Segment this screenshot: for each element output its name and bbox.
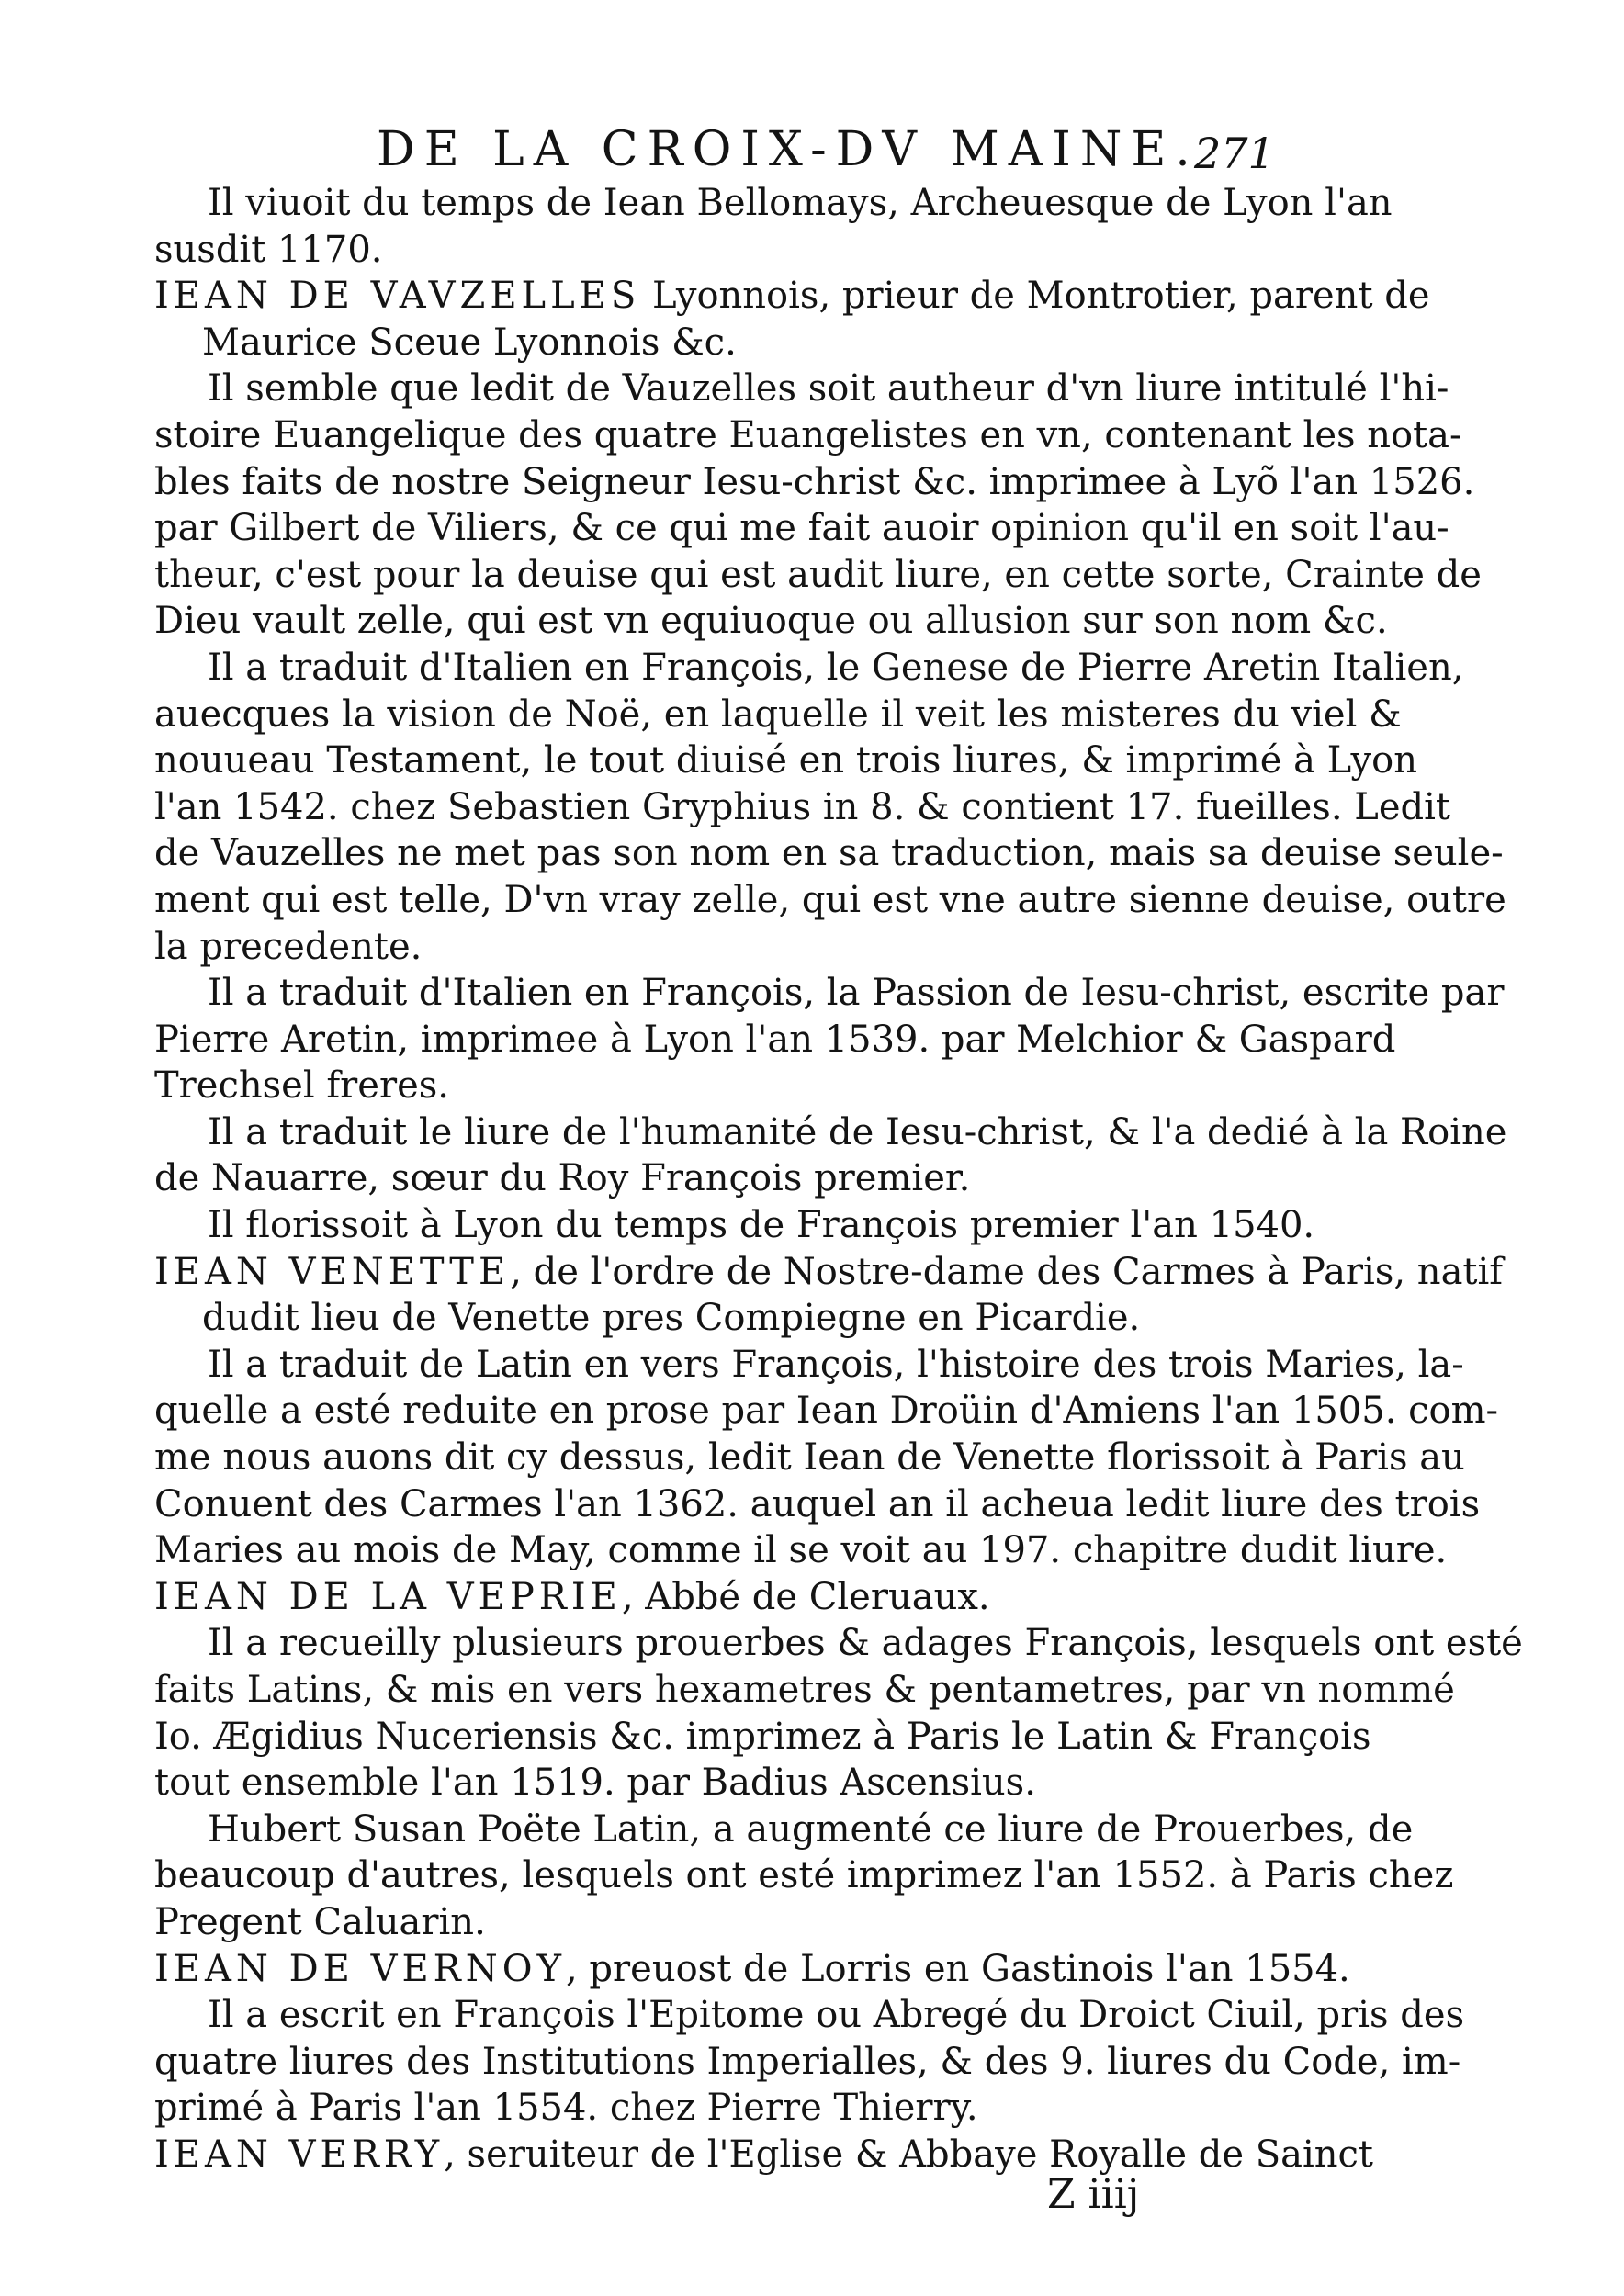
line-text: ment qui est telle, D'vn vray zelle, qui est vne autre sienne deuise, outre [154,878,1506,921]
author-entry [154,1249,1504,1342]
text-line [154,1249,1504,1296]
line-text: l'an 1542. chez Sebastien Gryphius in 8. & contient 17. fueilles. Ledit [154,785,1450,828]
line-text: Il a recueilly plusieurs prouerbes & adages François, lesquels ont esté [208,1622,1523,1665]
text-line [154,598,1388,645]
text-line [154,1295,1301,1342]
text-line [154,320,1301,366]
text-line [154,1527,1448,1574]
line-text: Conuent des Carmes l'an 1362. auquel an il acheua ledit liure des trois [154,1482,1481,1525]
text-line [154,1202,1315,1249]
text-line [154,924,1301,971]
text-line [154,1109,1507,1156]
text-line [154,970,1505,1017]
line-text: Pierre Aretin, imprimee à Lyon l'an 1539. par Melchior & Gaspard [154,1018,1396,1061]
line-text: Pregent Caluarin. [154,1900,486,1943]
line-text: susdit 1170. [154,228,383,271]
line-text: , Abbé de Cleruaux. [621,1575,990,1618]
paragraph [154,1806,1454,1946]
line-text: Il a escrit en François l'Epitome ou Abregé du Droict Ciuil, pris des [208,1994,1465,2037]
text-line [154,1155,1301,1202]
text-line [154,1760,1301,1806]
author-name: IEAN VERRY [154,2133,445,2176]
line-text: theur, c'est pour la deuise qui est audit liure, en cette sorte, Crainte de [154,553,1482,596]
page-header [0,118,1624,182]
paragraph [154,970,1505,1109]
line-text: Io. Ægidius Nuceriensis &c. imprimez à Paris le Latin & François [154,1715,1371,1758]
text-line [154,1435,1465,1481]
line-text: Dieu vault zelle, qui est vn equiuoque ou allusion sur son nom &c. [154,600,1388,643]
line-text: stoire Euangelique des quatre Euangelistes en vn, contenant les nota- [154,413,1462,456]
author-entry [154,1574,1301,1621]
line-text: beaucoup d'autres, lesquels ont esté imprimez l'an 1552. à Paris chez [154,1854,1454,1897]
line-text: , preuost de Lorris en Gastinois l'an 1554. [566,1947,1350,1990]
text-line [154,366,1449,412]
text-line [154,692,1402,738]
line-text: dudit lieu de Venette pres Compiegne en Picardie. [202,1297,1141,1340]
text-line [154,552,1482,599]
text-line [154,1667,1455,1714]
text-line [154,1714,1371,1761]
line-text: Il a traduit le liure de l'humanité de Iesu-christ, & l'a dedié à la Roine [208,1110,1507,1154]
line-text: la precedente. [154,925,423,968]
text-line [154,645,1464,692]
text-line [154,227,1301,274]
text-line [154,1574,1301,1621]
text-line [154,180,1393,227]
text-line [154,2085,1301,2132]
text-line [154,737,1417,784]
line-text: , de l'ordre de Nostre-dame des Carmes à Paris, natif [510,1250,1504,1293]
line-text: bles faits de nostre Seigneur Iesu-christ &c. imprimee à Lyõ l'an 1526. [154,460,1475,503]
paragraph [154,1342,1499,1574]
text-line [154,1992,1465,2039]
line-text: nouueau Testament, le tout diuisé en trois liures, & imprimé à Lyon [154,739,1417,782]
text-line [154,1388,1499,1435]
paragraph [154,180,1393,273]
line-text: par Gilbert de Viliers, & ce qui me fait auoir opinion qu'il en soit l'au- [154,507,1449,550]
line-text: faits Latins, & mis en vers hexametres & pentametres, par vn nommé [154,1669,1455,1711]
author-name: IEAN DE LA VEPRIE [154,1575,622,1618]
text-line [154,830,1504,877]
line-text: Il a traduit d'Italien en François, le Genese de Pierre Aretin Italien, [208,646,1464,689]
text-line [154,1852,1454,1899]
author-name: IEAN VENETTE [154,1250,511,1293]
text-line [154,273,1430,320]
line-text: quatre liures des Institutions Imperialles, & des 9. liures du Code, im- [154,2040,1461,2083]
text-line [154,1017,1396,1064]
text-line [154,505,1449,552]
line-text: Il viuoit du temps de Iean Bellomays, Archeuesque de Lyon l'an [208,182,1393,224]
line-text: quelle a esté reduite en prose par Iean Droüin d'Amiens l'an 1505. com- [154,1390,1499,1433]
line-text: Il florissoit à Lyon du temps de François premier l'an 1540. [208,1204,1315,1247]
paragraph [154,1202,1315,1249]
line-text: , seruiteur de l'Eglise & Abbaye Royalle de Sainct [444,2133,1373,2176]
line-text: Hubert Susan Poëte Latin, a augmenté ce liure de Prouerbes, de [208,1807,1414,1851]
line-text: Trechsel freres. [154,1064,449,1108]
text-line [154,1620,1523,1667]
main-text [154,180,1523,2178]
paragraph [154,1620,1523,1806]
paragraph [154,645,1506,970]
line-text: tout ensemble l'an 1519. par Badius Ascensius. [154,1761,1036,1805]
line-text: Il a traduit de Latin en vers François, l'histoire des trois Maries, la- [208,1343,1464,1386]
text-line [154,877,1506,924]
text-line [154,459,1475,506]
line-text: Il a traduit d'Italien en François, la Passion de Iesu-christ, escrite par [208,972,1505,1015]
line-text: me nous auons dit cy dessus, ledit Iean de Venette florissoit à Paris au [154,1436,1465,1480]
paragraph [154,1992,1465,2132]
line-text: de Vauzelles ne met pas son nom en sa traduction, mais sa deuise seule- [154,832,1504,875]
signature-mark: Z iiij [1047,2171,1140,2218]
line-text: de Nauarre, sœur du Roy François premier. [154,1157,971,1200]
paragraph [154,1109,1507,1202]
text-line [154,1899,1301,1946]
text-line [154,1946,1350,1993]
line-text: Lyonnois, prieur de Montrotier, parent de [640,275,1430,318]
author-name: IEAN DE VAVZELLES [154,275,641,318]
author-name: IEAN DE VERNOY [154,1947,566,1990]
line-text: Maurice Sceue Lyonnois &c. [202,321,737,364]
line-text: Maries au mois de May, comme il se voit au 197. chapitre dudit liure. [154,1529,1448,1572]
text-line [154,1806,1414,1853]
line-text: auecques la vision de Noë, en laquelle il veit les misteres du viel & [154,692,1402,736]
text-line [154,2039,1461,2086]
text-line [154,1481,1481,1528]
text-line [154,784,1450,831]
text-line [154,1342,1464,1389]
text-line [154,1063,1301,1109]
text-line [154,412,1462,459]
paragraph [154,366,1482,645]
author-entry [154,1946,1350,1993]
running-title: DE LA CROIX-DV MAINE. [377,122,1200,177]
line-text: primé à Paris l'an 1554. chez Pierre Thierry. [154,2087,978,2130]
author-entry [154,273,1430,366]
page-number: 271 [1194,129,1275,178]
line-text: Il semble que ledit de Vauzelles soit autheur d'vn liure intitulé l'hi- [208,367,1449,411]
